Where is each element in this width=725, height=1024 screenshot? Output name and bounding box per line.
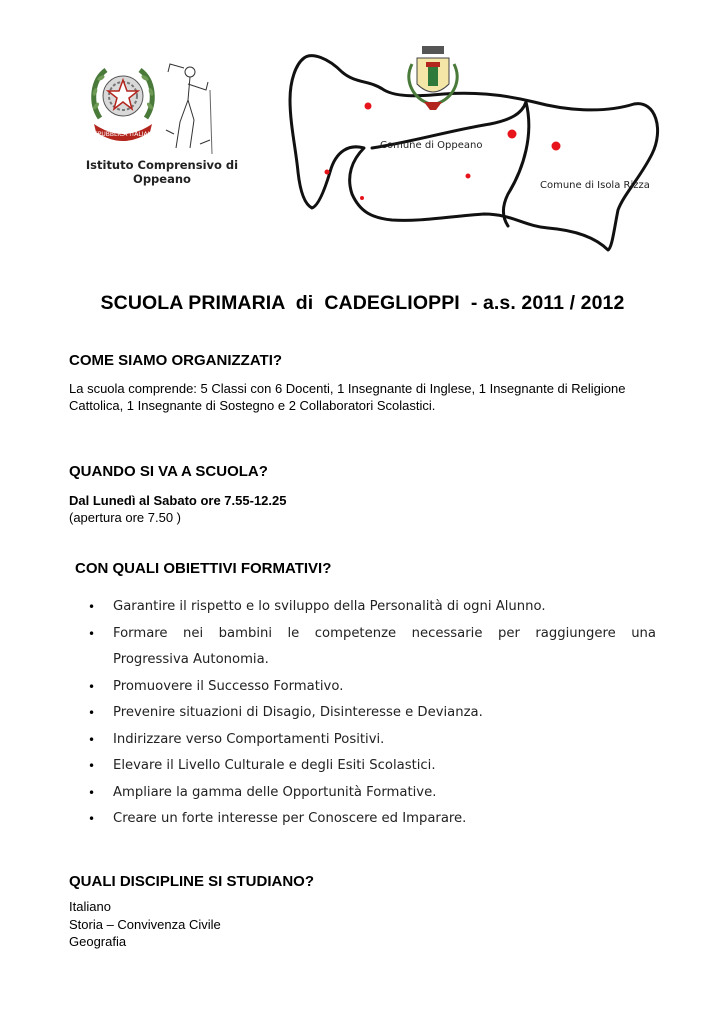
objective-text: Promuovere il Successo Formativo. <box>113 678 344 694</box>
page-title: SCUOLA PRIMARIA di CADEGLIOPPI - a.s. 2011 / 2012 <box>100 292 625 314</box>
list-item <box>88 621 656 674</box>
map-label-isola-rizza: Comune di Isola Rizza <box>540 180 650 191</box>
list-item <box>88 753 656 780</box>
list-item <box>88 674 656 701</box>
objective-text: Creare un forte interesse per Conoscere ed Imparare. <box>113 811 467 826</box>
subjects-heading: QUALI DISCIPLINE SI STUDIANO? <box>69 873 315 890</box>
objective-text: Elevare il Livello Culturale e degli Esiti Scolastici. <box>113 758 436 773</box>
list-item <box>88 594 656 621</box>
list-item <box>88 700 656 727</box>
objective-text: Indirizzare verso Comportamenti Positivi. <box>113 731 385 747</box>
list-item <box>88 727 656 754</box>
municipality-map <box>272 44 662 256</box>
objective-text: Garantire il rispetto e lo sviluppo della Personalità di ogni Alunno. <box>113 599 546 614</box>
objectives-heading: CON QUALI OBIETTIVI FORMATIVI? <box>75 560 332 577</box>
list-item: Geografia <box>69 934 127 949</box>
objective-text: Ampliare la gamma delle Opportunità Formative. <box>113 784 437 800</box>
italian-republic-emblem <box>86 58 160 148</box>
map-label-oppeano: Comune di Oppeano <box>380 140 483 151</box>
emblem-lettering: REPUBBLICA ITALIANA <box>89 131 157 138</box>
schedule-opening: (apertura ore 7.50 ) <box>69 510 182 525</box>
list-item <box>88 780 656 807</box>
organization-text: La scuola comprende: 5 Classi con 6 Docenti, 1 Insegnante di Inglese, 1 Insegnante di Religione Cattolica, 1 Insegnante di Sostegno e 2 Collaboratori Scolastici. <box>69 381 626 413</box>
list-item <box>88 806 656 833</box>
child-sketch-drawing <box>160 60 216 156</box>
list-item: Storia – Convivenza Civile <box>69 916 221 932</box>
list-item: Italiano <box>69 899 111 914</box>
schedule-hours: Dal Lunedì al Sabato ore 7.55-12.25 <box>69 493 287 508</box>
subjects-list <box>69 898 221 951</box>
objectives-list <box>88 594 656 833</box>
objective-text: Prevenire situazioni di Disagio, Disinteresse e Devianza. <box>113 705 483 720</box>
organization-heading: COME SIAMO ORGANIZZATI? <box>69 352 283 369</box>
objective-text-continuation: Progressiva Autonomia. <box>113 652 269 667</box>
schedule-heading: QUANDO SI VA A SCUOLA? <box>69 463 268 480</box>
institute-name: Istituto Comprensivo di Oppeano <box>85 158 239 186</box>
oppeano-coat-of-arms <box>409 46 457 110</box>
objective-text: Formare nei bambini le competenze necessarie per raggiungere una <box>113 625 656 641</box>
